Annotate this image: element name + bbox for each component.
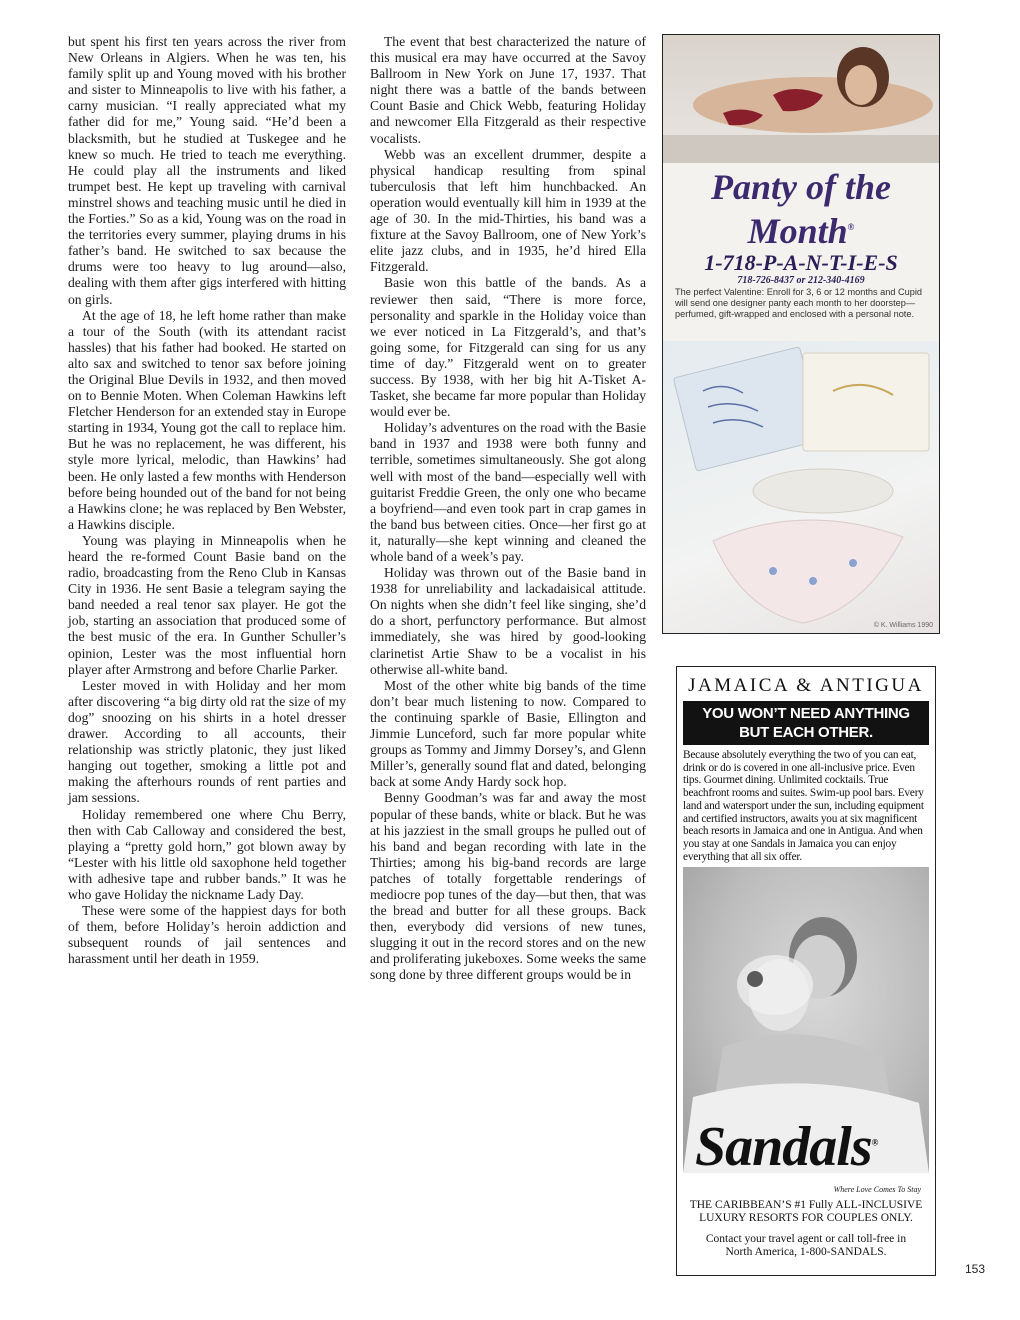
article-column-2 — [370, 34, 646, 984]
banner-line-2: BUT EACH OTHER. — [739, 724, 873, 741]
article-paragraph: but spent his first ten years across the river from New Orleans in Algiers. When he was ten, his family split up and Young moved with his brother and sister to Minneapolis to live with his father, a carny musician. “I really appreciated what my father did for me,” Young said. “He’d been a blacksmith, but he studied at Tuskegee and he knew so much. He tried to teach me everything. He could play all the instruments and liked trumpet best. He kept up traveling with carnival minstrel shows and teaching music until he died in the Forties.” So as a kid, Young was on the road in the territories every summer, playing drums in his father’s band. He switched to sax because the drums were too heavy to lug around—also, dealing with them after gigs interfered with hitting on girls. — [68, 34, 346, 307]
article-paragraph: Holiday’s adventures on the road with the Basie band in 1937 and 1938 were both funny and terrible, sometimes simultaneously. She got along well with most of the band—especially well with guitarist Freddie Green, the only one who became a boyfriend—and even took part in crap games in the band bus between cities. Once—her first go at it, naturally—she kept winning and cleaned the whole band of a week’s pay. — [370, 420, 646, 564]
ad-banner — [683, 701, 929, 745]
ad-title-text: Panty of the Month — [711, 167, 891, 251]
sandals-ad — [676, 666, 936, 1276]
article-paragraph: Lester moved in with Holiday and her mom after discovering “a big dirty old rat the size of my dog” snoozing on his shirts in a hotel dresser drawer. According to all accounts, their relationship was strictly platonic, they just liked hanging out together, smoking a little pot and making the afterhours rounds of rent parties and jam sessions. — [68, 677, 346, 806]
photo-credit: © K. Williams 1990 — [873, 622, 933, 629]
article-paragraph: Most of the other white big bands of the time don’t bear much listening to now. Compared to the continuing sparkle of Basie, Ellington and Jimmie Lunceford, such far more popular white groups as Tommy and Jimmy Dorsey’s, and Glenn Miller’s, generally sound flat and dated, belonging back at some Andy Hardy sock hop. — [370, 677, 646, 790]
logo-text: Sandals — [695, 1116, 872, 1178]
article-paragraph: The event that best characterized the nature of this musical era may have occurred at the Savoy Ballroom in New York on June 17, 1937. That night there was a battle of the bands between Count Basie and Chick Webb, featuring Holiday and newcomer Ella Fitzgerald as their respective vocalists. — [370, 34, 646, 146]
article-paragraph: Holiday was thrown out of the Basie band in 1938 for unreliability and lackadaisical attitude. On nights when she didn’t feel like singing, she’d do a short, perfunctory performance. But almost immediately, she was hired by good-looking clarinetist Artie Shaw to be a vocalist in his otherwise all-white band. — [370, 565, 646, 677]
ad-tagline: Where Love Comes To Stay — [833, 1185, 921, 1194]
ad-heading: JAMAICA & ANTIGUA — [688, 675, 924, 696]
article-paragraph: These were some of the happiest days for both of them, before Holiday’s heroin addiction and subsequent rounds of jail sentences and harassment until her death in 1959. — [68, 903, 346, 967]
article-paragraph: Webb was an excellent drummer, despite a physical handicap resulting from spinal tuberculosis that left him hunchbacked. An operation would eventually kill him in 1939 at the age of 30. In the mid-Thirties, his band was a fixture at the Savoy Ballroom, one of New York’s elite jazz clubs, and in 1935, he’d hired Ella Fitzgerald. — [370, 146, 646, 275]
claim-line-2: LUXURY RESORTS FOR COUPLES ONLY. — [699, 1212, 913, 1224]
ad-contact — [677, 1233, 935, 1259]
article-paragraph: Benny Goodman’s was far and away the most popular of these bands, white or black. But he was at his jazziest in the small groups he pulled out of his band and began recording with late in the Thirties; among his big-band records are large patches of totally forgettable renderings of mediocre pop tunes of the day—but then, that was the bread and butter for all these groups. Back then, everybody did versions of new tunes, slugging it out in the record stores and on the new and proliferating jukeboxes. Some weeks the same song done by three different groups would be in — [370, 790, 646, 983]
contact-line-2: North America, 1-800-SANDALS. — [725, 1246, 887, 1258]
banner-line-1: YOU WON’T NEED ANYTHING — [702, 705, 910, 722]
ad-claim — [677, 1199, 935, 1225]
article-paragraph: Holiday remembered one where Chu Berry, then with Cab Calloway and considered the best, playing a “pretty gold horn,” got blown away by “Lester with his little old saxophone held together with adhesive tape and rubber bands.” It was he who gave Holiday the nickname Lady Day. — [68, 806, 346, 902]
ad-alt-phone: 718-726-8437 or 212-340-4169 — [737, 275, 865, 286]
article-paragraph: Basie won this battle of the bands. As a reviewer then said, “There is more force, personality and sparkle in the Holiday voice than we ever noticed in La Fitzgerald’s, and that’s going some, for Fitzgerald can sing for us any time of day.” Fitzgerald went on to greater success. By 1938, with her big hit A-Tisket A-Tasket, she became far more popular than Holiday would ever be. — [370, 275, 646, 420]
ad-body: Because absolutely everything the two of you can eat, drink or do is covered in one all-inclusive price. Even tips. Gourmet dining. Unlimited cocktails. True beachfront rooms and suites. Swim-up pool bars. Every land and watersport under the sun, including equipment and certified instructors, awaits you at six magnificent beach resorts in Jamaica and one in Antigua. And when you stay at one Sandals in Jamaica you can enjoy everything that all six offer. — [683, 749, 924, 863]
page-number: 153 — [965, 1262, 986, 1276]
ad-title: Panty of the Month® — [711, 167, 891, 251]
claim-line-1: THE CARIBBEAN’S #1 Fully ALL-INCLUSIVE — [689, 1199, 923, 1211]
article-paragraph: At the age of 18, he left home rather than make a tour of the South (with its attendant racist hassles) that his father had booked. He started on alto sax and switched to tenor sax before joining the Original Blue Devils in 1932, and then moved on to Bennie Moten. When Coleman Hawkins left Fletcher Henderson for an extended stay in Europe starting in 1934, Young got the call to replace him. But he was no replacement, he was different, his style more lyrical, melodic, than Hawkins’ had been. He only lasted a few months with Henderson before being hounded out of the band for not being a Hawkins clone; he was replaced by Ben Webster, a Hawkins disciple. — [68, 307, 346, 532]
model-photo — [663, 35, 939, 163]
sandals-logo: Sandals® — [695, 1116, 878, 1178]
article-column-1 — [68, 34, 346, 967]
ad-description: The perfect Valentine: Enroll for 3, 6 or 12 months and Cupid will send one designer panty each month to her doorstep—perfumed, gift-wrapped and enclosed with a personal note. — [675, 287, 923, 320]
ad-phone: 1-718-P-A-N-T-I-E-S — [704, 250, 898, 275]
contact-line-1: Contact your travel agent or call toll-free in — [705, 1233, 907, 1245]
product-photo — [663, 341, 939, 633]
panty-of-the-month-ad — [662, 34, 940, 634]
article-paragraph: Young was playing in Minneapolis when he heard the re-formed Count Basie band on the radio, broadcasting from the Reno Club in Kansas City in 1936. He sent Basie a telegram saying the band needed a real tenor sax player. He got the job, starting an association that produced some of the best music of the era. In Gunther Schuller’s opinion, Lester was the most influential horn player after Armstrong and before Charlie Parker. — [68, 532, 346, 677]
